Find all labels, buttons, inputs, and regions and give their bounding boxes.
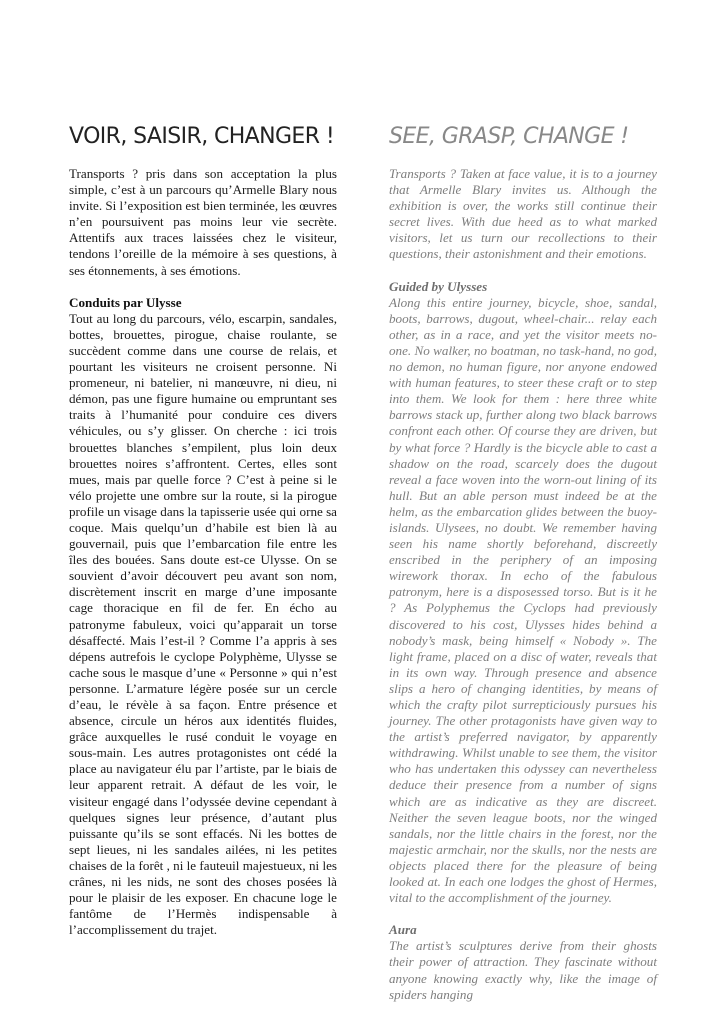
english-title: SEE, GRASP, CHANGE ! [389,124,629,149]
english-section-heading-ulysses: Guided by Ulysses [389,278,488,294]
english-column [389,124,657,1003]
french-column [69,124,337,938]
french-title: VOIR, SAISIR, CHANGER ! [69,124,335,149]
english-section-text-aura: The artist’s sculptures derive from their ghosts their power of attraction. They fascinate without anyone knowing exactly why, like the image of spiders hanging [389,938,657,1002]
french-section-text-ulysse: Tout au long du parcours, vélo, escarpin, sandales, bottes, brouettes, pirogue, chaise roulante, se succèdent comme dans une course de relais, et pourtant les visiteurs ne croisent personne. Ni promeneur, ni batelier, ni manœuvre, ni dieu, ni démon, pas une figure humaine ou empruntant ses traits à l’humanité pour conduire ces divers véhicules, ou s’y glisser. On cherche : ici trois brouettes blanches s’empilent, plus loin deux brouettes noires s’affrontent. Certes, elles sont mues, mais par quelle force ? C’est à peine si le vélo projette une ombre sur la route, si la pirogue profile un visage dans la tapisserie usée qui orne sa coque. Mais quelqu’un d’habile est bien là au gouvernail, puis que l’embarcation file entre les îles des bouées. Sans doute est-ce Ulysse. On se souvient d’avoir découvert peu avant son nom, discrètement inscrit en marge d’une imposante cage thoracique en fil de fer. En écho au patronyme fabuleux, voici qu’apparait un torse désaffecté. Mais l’est-il ? Comme l’a appris à ses dépens autrefois le cyclope Polyphème, Ulysse se cache sous le masque d’une « Personne » qui n’est personne. L’armature légère posée sur un cercle d’eau, le révèle à sa façon. Entre présence et absence, circule un héros aux identités fluides, grâce auxquelles le rusé conduit le voyage en sous-main. Les autres protagonistes ont cédé la place au navigateur élu par l’artiste, par le biais de leur apparent retrait. A défaut de les voir, le visiteur engagé dans l’odyssée devine cependant à quelques signes leur présence, d’autant plus puissante qu’ils se sont effacés. Ni les bottes de sept lieues, ni les sandales ailées, ni les petites chaises de la forêt , ni le fauteuil majestueux, ni les crânes, ni les nids, ne sont des choses posées là pour le plaisir de les exposer. En chacune loge le fantôme de l’Hermès indispensable à l’accomplissement du trajet. [69,310,337,938]
english-section-heading-aura: Aura [389,922,417,938]
french-intro-paragraph: Transports ? pris dans son acceptation la plus simple, c’est à un parcours qu’Armelle Blary nous invite. Si l’exposition est bien terminée, les œuvres n’en poursuivent pas moins leur vie secrète. Attentifs aux traces laissées chez le visiteur, tendons l’oreille de la mémoire à ses questions, à ses étonnements, à ses émotions. [69,166,338,278]
english-section-text-ulysses: Along this entire journey, bicycle, shoe, sandal, boots, barrows, dugout, wheel-chair... relay each other, as in a race, and yet the visitor meets no-one. No walker, no boatman, no task-hand, no god, no demon, no human figure, nor anyone endowed with human features, to steer these craft or to step into them. We look for them : here three white barrows stack up, further along two black barrows confront each other. Of course they are driven, but by what force ? Hardly is the bicycle able to cast a shadow on the road, scarcely does the dugout reveal a face woven into the worn-out lining of its hull. But an able person must indeed be at the helm, as the embarcation glides between the buoy-islands. Ulysees, no doubt. We remember having seen his name shortly beforehand, discreetly enscribed in the periphery of an imposing wirework thorax. In echo of the fabulous patronym, here is a disposessed torso. But is it he ? As Polyphemus the Cyclops had previously discovered to his cost, Ulysses hides behind a nobody’s mask, being himself « Nobody ». The light frame, placed on a disc of water, reveals that in its own way. Through presence and absence slips a hero of changing identities, by means of which the crafty pilot surrepticiously pursues his journey. The other protagonists have given way to the artist’s preferred navigator, by apparently withdrawing. Whilst unable to see them, the visitor who has undertaken this odyssey can nevertheless deduce their presence from a number of signs which are as indicative as they are discreet. Neither the seven league boots, nor the winged sandals, nor the little chairs in the forest, nor the majestic armchair, nor the skulls, nor the nests are objects placed there for the pleasure of being looked at. In each one lodges the ghost of Hermes, vital to the accomplishment of the journey. [389,294,657,906]
english-intro-paragraph: Transports ? Taken at face value, it is to a journey that Armelle Blary invites us. Although the exhibition is over, the works still continue their secret lives. With due heed as to what marked visitors, let us turn our recollections to their questions, their astonishment and their emotions. [389,166,657,262]
french-section-heading-ulysse: Conduits par Ulysse [69,294,182,310]
